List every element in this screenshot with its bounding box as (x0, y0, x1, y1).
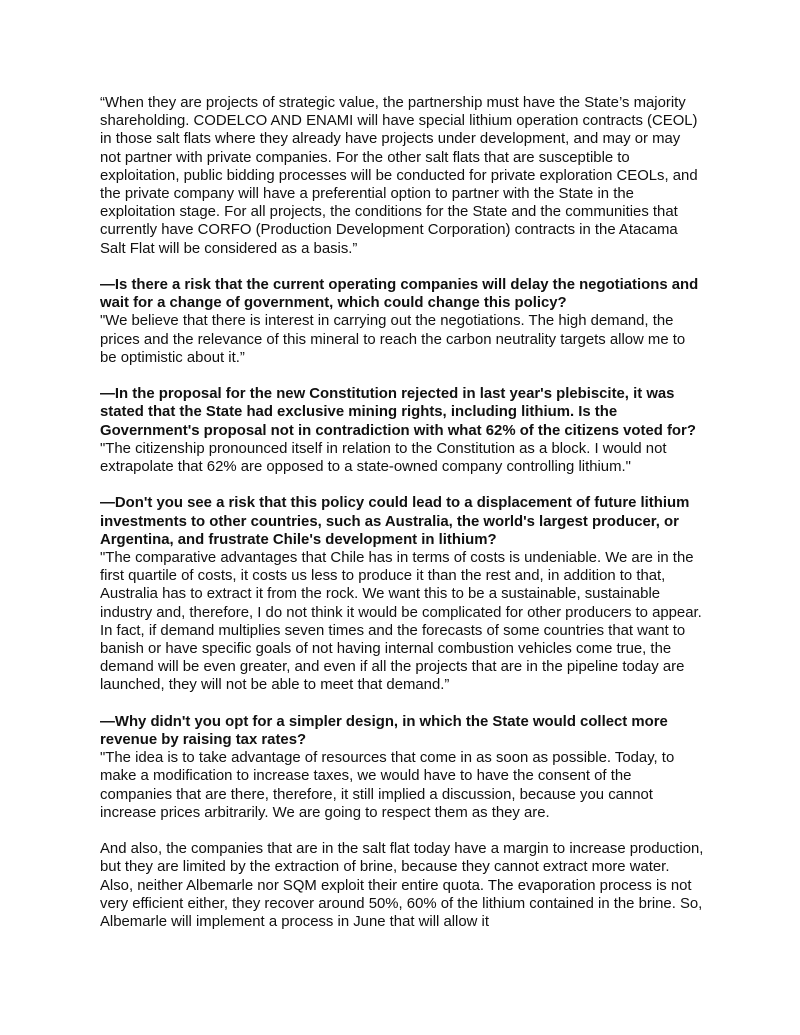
question-1: —Is there a risk that the current operating companies will delay the negotiations and wait for a change of government, which could change this policy? (100, 277, 699, 312)
closing-paragraph: And also, the companies that are in the salt flat today have a margin to increase production, but they are limited by the extraction of brine, because they cannot extract more water. Also, neither Albemarle nor SQM exploit their entire quota. The evaporation process is not very efficient either, they recover around 50%, 60% of the lithium contained in the brine. So, Albemarle will implement a process in June that will allow it (100, 841, 704, 931)
answer-3: "The comparative advantages that Chile has in terms of costs is undeniable. We are in the first quartile of costs, it costs us less to produce it than the rest and, in addition to that, Australia has to extract it from the rock. We want this to be a sustainable, sustainable industry and, therefore, I do not think it would be complicated for other producers to appear. In fact, if demand multiplies seven times and the forecasts of some countries that want to banish or have specific goals of not having internal combustion vehicles come true, the demand will be even greater, and even if all the projects that are in the pipeline today are launched, they will not be able to meet that demand.” (100, 550, 702, 694)
question-2: —In the proposal for the new Constitution rejected in last year's plebiscite, it was stated that the State had exclusive mining rights, including lithium. Is the Government's proposal not in contradiction with what 62% of the citizens voted for? (100, 386, 696, 439)
intro-paragraph: “When they are projects of strategic value, the partnership must have the State’s majority shareholding. CODELCO AND ENAMI will have special lithium operation contracts (CEOL) in those salt flats where they already have projects under development, and may or may not partner with private companies. For the other salt flats that are susceptible to exploitation, public bidding processes will be conducted for private exploration CEOLs, and the private company will have a preferential option to partner with the State in the exploitation stage. For all projects, the conditions for the State and the communities that currently have CORFO (Production Development Corporation) contracts in the Atacama Salt Flat will be considered as a basis.” (100, 95, 698, 257)
qa-block-3 (100, 494, 704, 694)
question-4: —Why didn't you opt for a simpler design, in which the State would collect more revenue by raising tax rates? (100, 713, 668, 749)
qa-block-1 (100, 276, 704, 367)
qa-block-4 (100, 713, 704, 822)
question-3: —Don't you see a risk that this policy could lead to a displacement of future lithium investments to other countries, such as Australia, the world's largest producer, or Argentina, and frustrate Chile's development in lithium? (100, 495, 690, 548)
qa-block-2 (100, 385, 704, 476)
answer-2: "The citizenship pronounced itself in relation to the Constitution as a block. I would not extrapolate that 62% are opposed to a state-owned company controlling lithium." (100, 440, 667, 476)
answer-1: "We believe that there is interest in carrying out the negotiations. The high demand, the prices and the relevance of this mineral to reach the carbon neutrality targets allow me to be optimistic about it.” (100, 313, 686, 366)
document-page (100, 94, 704, 949)
answer-4: "The idea is to take advantage of resources that come in as soon as possible. Today, to make a modification to increase taxes, we would have to have the consent of the companies that are there, therefore, it still implied a discussion, because you cannot increase prices arbitrarily. We are going to respect them as they are. (100, 750, 675, 821)
